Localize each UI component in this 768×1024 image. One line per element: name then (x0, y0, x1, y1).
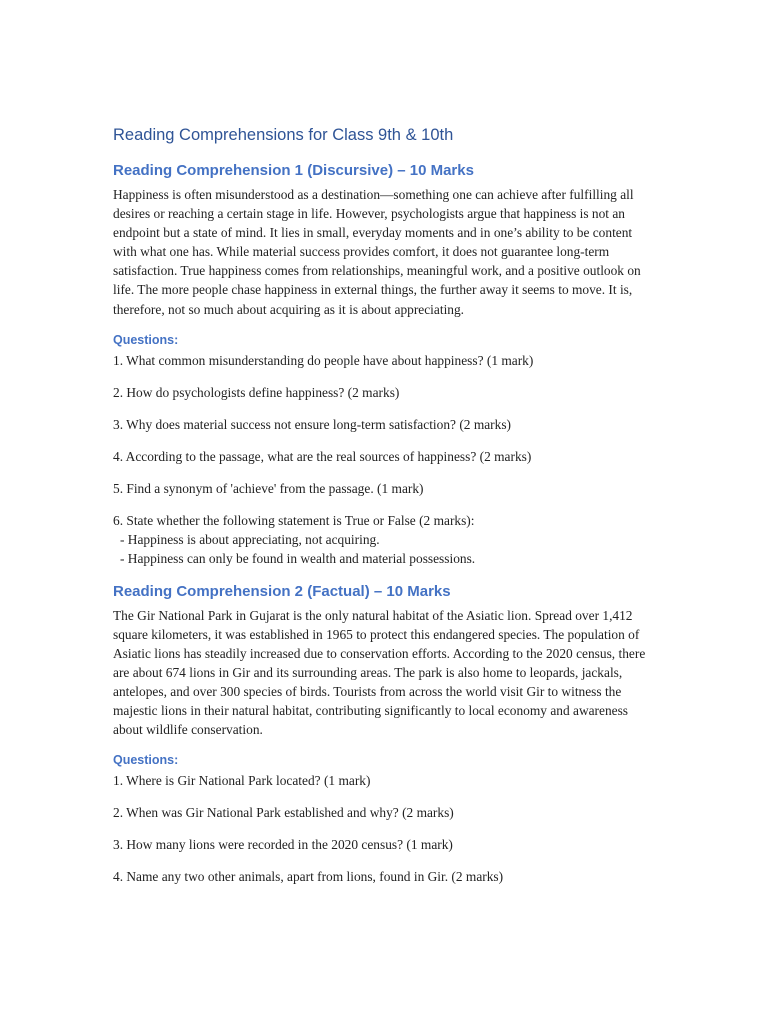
document-title: Reading Comprehensions for Class 9th & 10th (113, 126, 454, 144)
question-text: 6. State whether the following statement is True or False (2 marks): (113, 512, 475, 528)
statement-item: - Happiness can only be found in wealth and material possessions. (120, 550, 476, 566)
question-item: 1. What common misunderstanding do people have about happiness? (1 mark) (113, 352, 534, 368)
question-item-with-statements (113, 511, 658, 568)
section-heading: Reading Comprehension 2 (Factual) – 10 Marks (113, 582, 451, 600)
passage-paragraph: The Gir National Park in Gujarat is the only natural habitat of the Asiatic lion. Spread over 1,412 square kilometers, it was established in 1965 to protect this endangered species. The population of Asiatic lions has steadily increased due to conservation efforts. According to the 2020 census, there are about 674 lions in Gir and its surrounding areas. The park is also home to leopards, jackals, antelopes, and over 300 species of birds. Tourists from across the world visit Gir to witness the majestic lions in their natural habitat, contributing significantly to local economy and awareness about wildlife conservation. (113, 607, 646, 738)
document-page (113, 124, 658, 899)
question-item: 4. Name any two other animals, apart from lions, found in Gir. (2 marks) (113, 869, 504, 885)
question-item: 2. How do psychologists define happiness? (2 marks) (113, 384, 400, 400)
question-item: 5. Find a synonym of 'achieve' from the passage. (1 mark) (113, 480, 424, 496)
section-heading: Reading Comprehension 1 (Discursive) – 10 Marks (113, 162, 474, 179)
statement-item: - Happiness is about appreciating, not acquiring. (120, 531, 380, 547)
questions-label: Questions: (113, 332, 179, 347)
comprehension-section-2 (113, 581, 658, 887)
question-item: 1. Where is Gir National Park located? (1 mark) (113, 773, 371, 789)
question-item: 2. When was Gir National Park established and why? (2 marks) (113, 805, 454, 821)
comprehension-section-1 (113, 160, 658, 568)
passage-paragraph: Happiness is often misunderstood as a destination—something one can achieve after fulfilling all desires or reaching a certain stage in life. However, psychologists argue that happiness is not an endpoint but a state of mind. It lies in small, everyday moments and in one’s ability to be content with what one has. While material success provides comfort, it does not guarantee long-term satisfaction. True happiness comes from relationships, meaningful work, and a positive outlook on life. The more people chase happiness in external things, the further away it seems to move. It is, therefore, not so much about acquiring as it is about appreciating. (113, 187, 641, 317)
question-item: 3. How many lions were recorded in the 2020 census? (1 mark) (113, 837, 453, 853)
question-item: 4. According to the passage, what are the real sources of happiness? (2 marks) (113, 448, 532, 464)
question-item: 3. Why does material success not ensure long-term satisfaction? (2 marks) (113, 416, 512, 432)
questions-label: Questions: (113, 753, 179, 768)
